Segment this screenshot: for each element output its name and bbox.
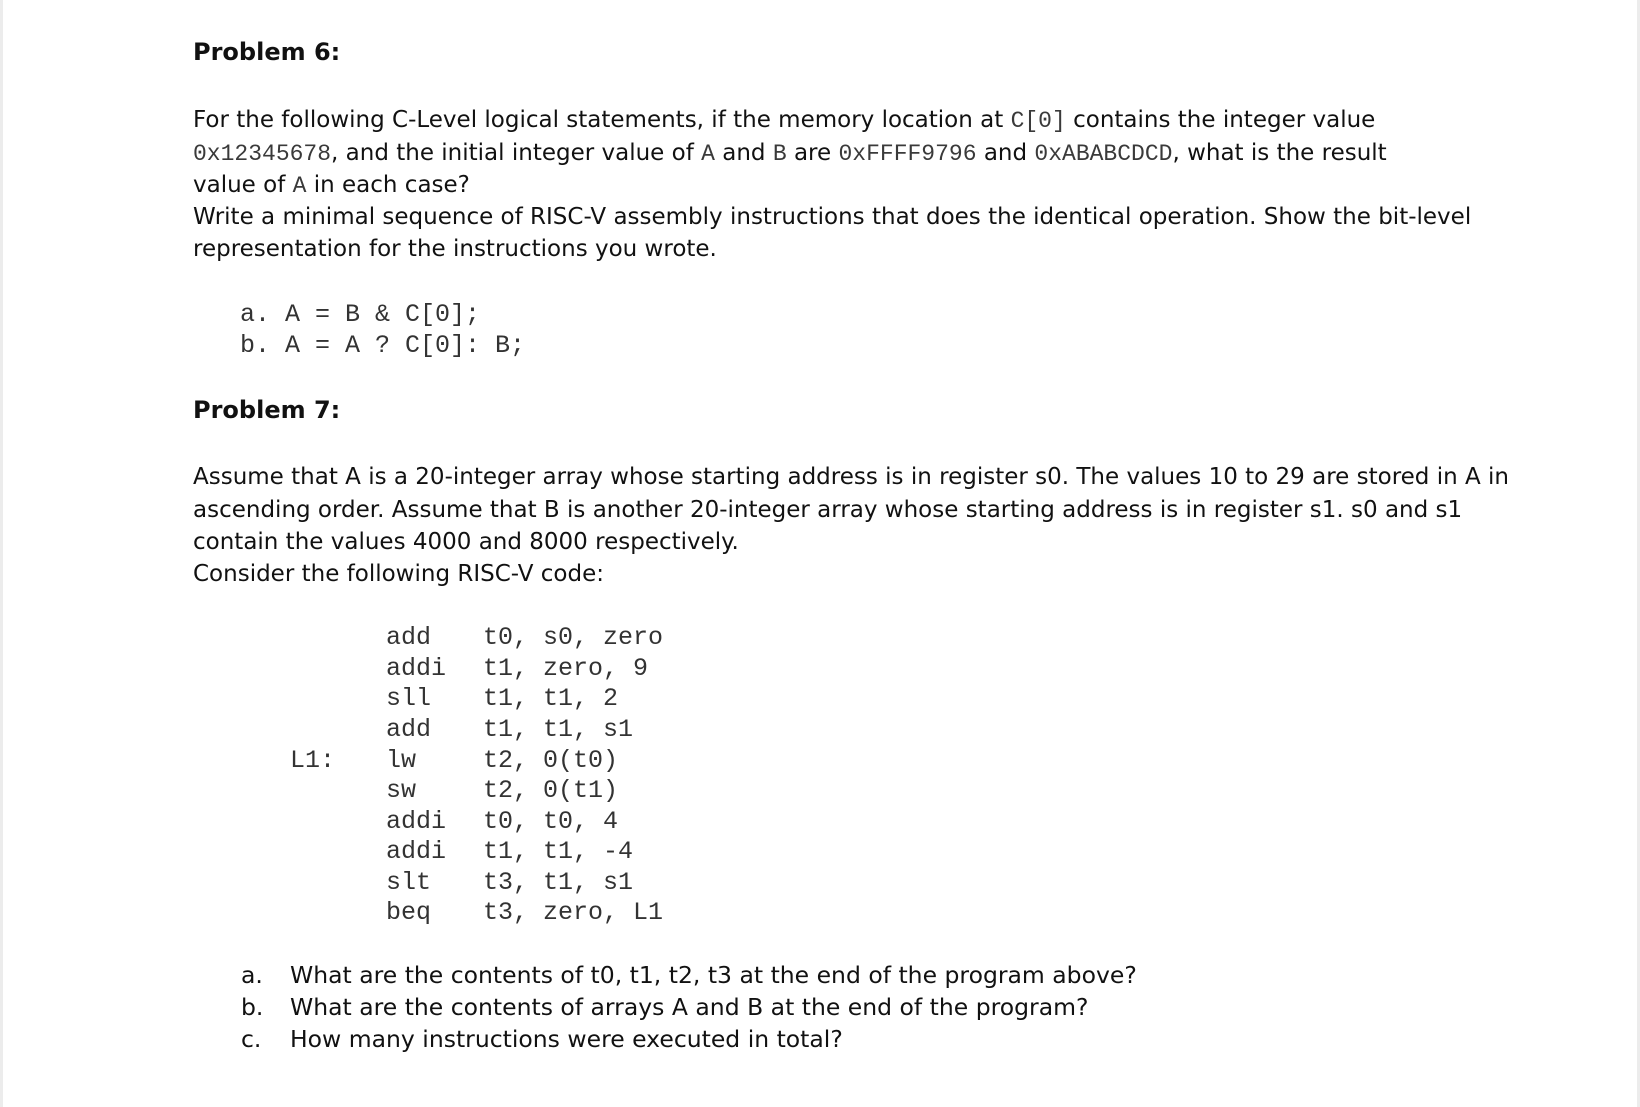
code-args: t1, zero, 9 (483, 654, 649, 683)
code-op: addi (386, 807, 447, 836)
problem-7-line-1: Assume that A is a 20-integer array whose starting address is in register s0. The values 10 to 29 are stored in A in (193, 464, 1510, 490)
problem-6-line-1: For the following C-Level logical statements, if the memory location at C[0] contains the integer value (193, 107, 1376, 134)
question-marker: a. (241, 961, 263, 989)
code-op: sw (386, 776, 417, 805)
question-marker: c. (241, 1025, 262, 1053)
code-op: addi (386, 837, 447, 866)
code-args: t0, t0, 4 (483, 807, 619, 836)
problem-6-line-5: representation for the instructions you wrote. (193, 236, 717, 262)
problem-6-line-3: value of A in each case? (193, 172, 470, 199)
code-op: lw (386, 746, 417, 775)
question-marker: b. (241, 993, 264, 1021)
code-op: sll (386, 684, 432, 713)
code-args: t1, t1, 2 (483, 684, 619, 713)
problem-6-line-4: Write a minimal sequence of RISC-V assembly instructions that does the identical operation. Show the bit-level (193, 204, 1472, 230)
statement-b: b. A = A ? C[0]: B; (240, 331, 526, 360)
problem-6-line-2: 0x12345678, and the initial integer value of A and B are 0xFFFF9796 and 0xABABCDCD, what is the result (193, 140, 1387, 167)
question-text: How many instructions were executed in total? (290, 1025, 843, 1053)
problem-7-line-3: contain the values 4000 and 8000 respectively. (193, 529, 739, 555)
code-args: t3, t1, s1 (483, 868, 634, 897)
problem-7-line-4: Consider the following RISC-V code: (193, 561, 605, 587)
question-text: What are the contents of t0, t1, t2, t3 at the end of the program above? (290, 961, 1137, 989)
code-op: add (386, 715, 432, 744)
code-op: addi (386, 654, 447, 683)
code-args: t2, 0(t0) (483, 746, 619, 775)
code-args: t2, 0(t1) (483, 776, 619, 805)
question-text: What are the contents of arrays A and B at the end of the program? (290, 993, 1089, 1021)
code-op: add (386, 623, 432, 652)
problem-7-heading: Problem 7: (193, 396, 341, 424)
code-op: beq (386, 898, 432, 927)
code-op: slt (386, 868, 432, 897)
code-label: L1: (290, 746, 336, 775)
code-args: t0, s0, zero (483, 623, 664, 652)
problem-6-heading: Problem 6: (193, 38, 341, 66)
problem-7-line-2: ascending order. Assume that B is another 20-integer array whose starting address is in register s1. s0 and s1 (193, 497, 1463, 523)
code-args: t1, t1, -4 (483, 837, 634, 866)
statement-a: a. A = B & C[0]; (240, 300, 481, 329)
code-args: t1, t1, s1 (483, 715, 634, 744)
code-args: t3, zero, L1 (483, 898, 664, 927)
